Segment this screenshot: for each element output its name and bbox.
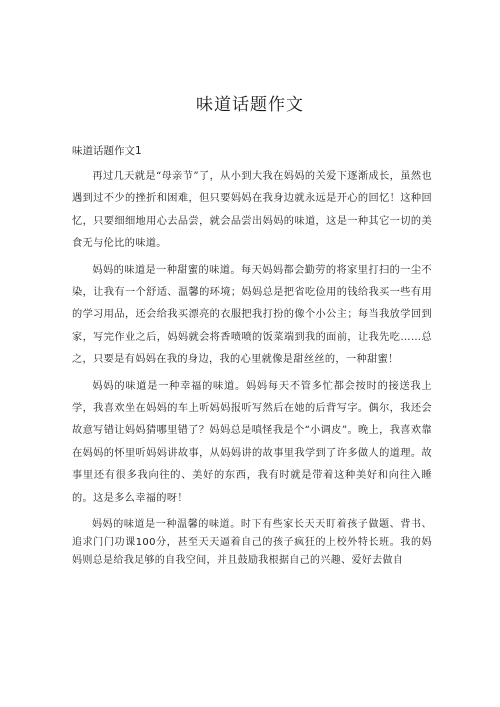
paragraph-1: 再过几天就是“母亲节”了，从小到大我在妈妈的关爱下逐渐成长，虽然也遇到过不少的挫折和困难，但只要妈妈在我身边就永远是开心的回忆！这种回忆，只要细细地用心去品尝，就会品尝出妈妈的味道，这是一种其它一切的美食无与伦比的味道。 — [72, 171, 432, 250]
section-heading: 味道话题作文1 — [72, 145, 142, 157]
document-title: 味道话题作文 — [196, 95, 304, 115]
document-body — [72, 166, 432, 574]
paragraph-4: 妈妈的味道是一种温馨的味道。时下有些家长天天盯着孩子做题、背书、追求门门功课100分，甚至天天逼着自己的孩子疯狂的上校外特长班。我的妈妈则总是给我足够的自我空间，并且鼓励我根据自己的兴趣、爱好去做自 — [72, 519, 432, 567]
paragraph-2: 妈妈的味道是一种甜蜜的味道。每天妈妈都会勤劳的将家里打扫的一尘不染，让我有一个舒适、温馨的环境；妈妈总是把省吃俭用的钱给我买一些有用的学习用品，还会给我买漂亮的衣服把我打扮的像个小公主；每当我放学回到家，写完作业之后，妈妈就会将香喷喷的饭菜端到我的面前，让我先吃……总之，只要是有妈妈在我的身边，我的心里就像是甜丝丝的，一种甜蜜！ — [72, 264, 432, 366]
paragraph-3: 妈妈的味道是一种幸福的味道。妈妈每天不管多忙都会按时的接送我上学，我喜欢坐在妈妈的车上听妈妈报听写然后在她的后背写字。偶尔，我还会故意写错让妈妈猜哪里错了？妈妈总是嗔怪我是个“小调皮”。晚上，我喜欢靠在妈妈的怀里听妈妈讲故事，从妈妈讲的故事里我学到了许多做人的道理。故事里还有很多我向往的、美好的东西，我有时就是带着这种美好和向往入睡的。这是多么幸福的呀！ — [72, 380, 432, 504]
